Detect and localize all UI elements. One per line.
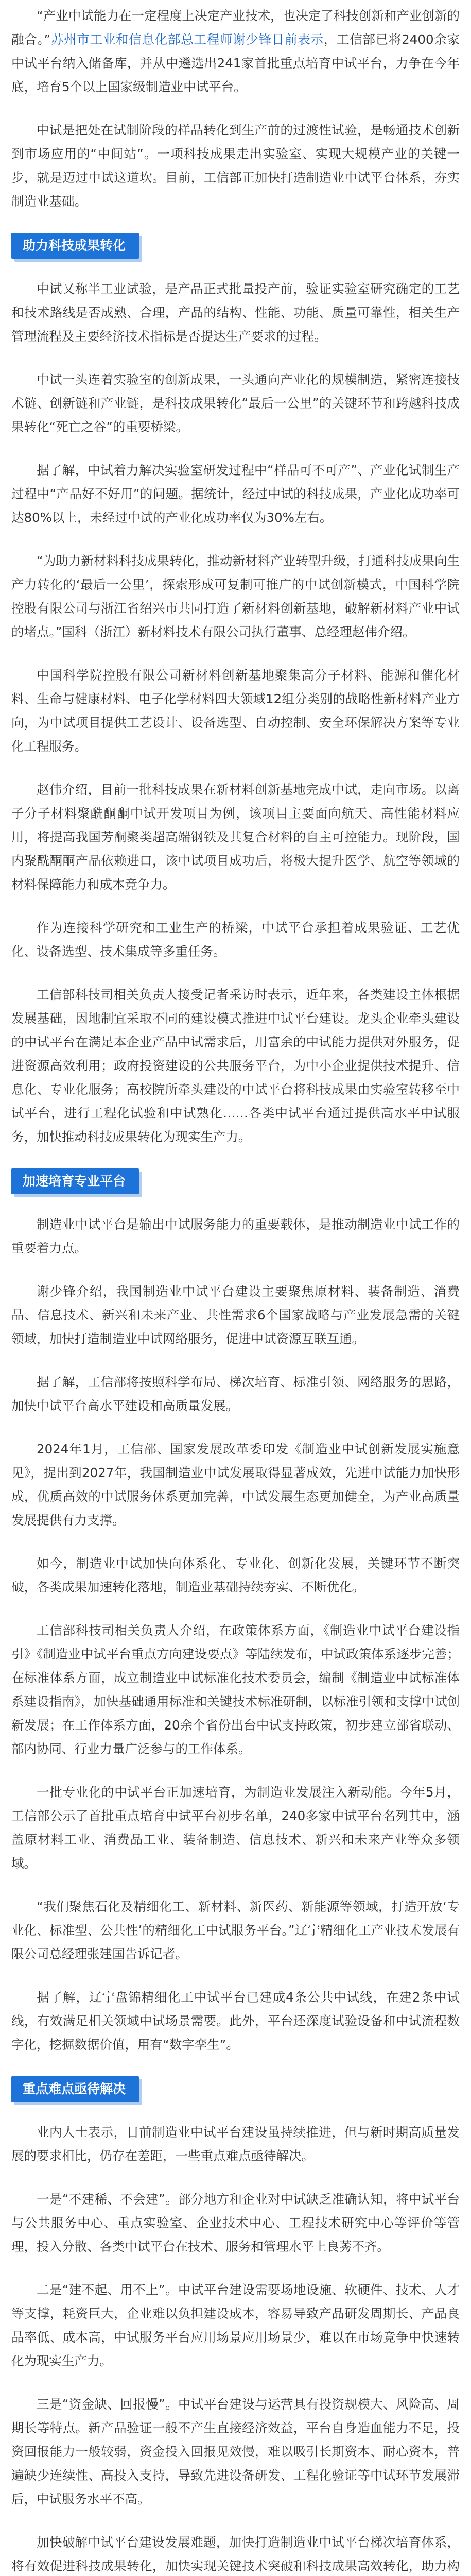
body-paragraph: “为助力新材料科技成果转化，推动新材料产业转型升级，打通科技成果向生产力转化的‘最后一公里’，探索形成可复制可推广的中试创新模式，中国科学院控股有限公司与浙江省绍兴市共同打造了新材料创新基地，破解新材料产业中试的堵点。”国科（浙江）新材料技术有限公司执行董事、总经理赵伟介绍。 (11, 553, 460, 639)
section-heading (11, 1168, 460, 1194)
body-paragraph: 工信部科技司相关负责人接受记者采访时表示，近年来，各类建设主体根据发展基础，因地制宜采取不同的建设模式推进中试平台建设。龙头企业牵头建设的中试平台在满足本企业产品中试需求后，用富余的中试能力提供对外服务，促进资源高效利用；政府投资建设的公共服务平台，为中小企业提供技术提升、信息化、专业化服务；高校院所牵头建设的中试平台将科技成果由实验室转移至中试平台，进行工程化试验和中试熟化……各类中试平台通过提供高水平中试服务，加快推动科技成果转化为现实生产力。 (11, 987, 460, 1144)
body-paragraph: 据了解，中试着力解决实验室研发过程中“样品可不可产”、产业化试制生产过程中“产品好不好用”的问题。据统计，经过中试的科技成果，产业化成功率可达80%以上，未经过中试的产业化成功率仅为30%左右。 (11, 463, 460, 525)
body-paragraph: 赵伟介绍，目前一批科技成果在新材料创新基地完成中试，走向市场。以离子分子材料聚酰酮酮中试开发项目为例，该项目主要面向航天、高性能材料应用，将提高我国芳酮聚类超高端钢铁及其复合材料的自主可控能力。现阶段，国内聚酰酮酮产品依赖进口，该中试项目成功后，将极大提升医学、航空等领域的材料保障能力和成本竞争力。 (11, 782, 460, 892)
body-paragraph: 一批专业化的中试平台正加速培育，为制造业发展注入新动能。今年5月，工信部公示了首批重点培育中试平台初步名单，240多家中试平台名列其中，涵盖原材料工业、消费品工业、装备制造、信息技术、新兴和未来产业等众多领域。 (11, 1785, 460, 1871)
paragraph-text: 中试是把处在试制阶段的样品转化到生产前的过渡性试验，是畅通技术创新到市场应用的“中间站”。一项科技成果走出实验室、实现大规模产业的关键一步，就是迈过中试这道坎。目前，工信部正加快打造制造业中试平台体系，夯实制造业基础。 (11, 123, 460, 209)
body-paragraph: 三是“资金缺、回报慢”。中试平台建设与运营具有投资规模大、风险高、周期长等特点。新产品验证一般不产生直接经济效益，平台自身造血能力不足，投资回报能力一般较弱，资金投入回报见效慢，难以吸引长期资本、耐心资本，普遍缺少连续性、高投入支持，导致先进设备研发、工程化验证等中试环节发展滞后，中试服务水平不高。 (11, 2397, 460, 2506)
body-paragraph: 制造业中试平台是输出中试服务能力的重要载体，是推动制造业中试工作的重要着力点。 (11, 1217, 460, 1256)
section-heading (11, 233, 460, 259)
body-paragraph: 据了解，辽宁盘锦精细化工中试平台已建成4条公共中试线，在建2条中试线，有效满足相关领域中试场景需要。此外，平台还深度试验设备和中试流程数字化，挖掘数据价值，用有“数字孪生”。 (11, 1990, 460, 2052)
highlighted-text: 苏州市工业和信息化部总工程师谢少锋日前表示 (50, 32, 324, 47)
body-paragraph: 中国科学院控股有限公司新材料创新基地聚集高分子材料、能源和催化材料、生命与健康材料、电子化学材料四大领域12组分类别的战略性新材料产业方向，为中试项目提供工艺设计、设备选型、自动控制、安全环保解决方案等专业化工程服务。 (11, 668, 460, 754)
body-paragraph: “我们聚焦石化及精细化工、新材料、新医药、新能源等领域，打造开放‘专业化、标准型、公共性’的精细化工中试服务平台。”辽宁精细化工产业技术发展有限公司总经理张建国告诉记者。 (11, 1899, 460, 1961)
intro-paragraph (11, 118, 460, 213)
body-paragraph: 作为连接科学研究和工业生产的桥梁，中试平台承担着成果验证、工艺优化、设备选型、技术集成等多重任务。 (11, 920, 460, 959)
body-paragraph: 工信部科技司相关负责人介绍，在政策体系方面，《制造业中试平台建设指引》《制造业中试平台重点方向建设要点》等陆续发布，中试政策体系逐步完善；在标准体系方面，成立制造业中试标准化技术委员会，编制《制造业中试标准体系建设指南》，加快基础通用标准和关键技术标准研制，以标准引领和支撑中试创新发展；在工作体系方面，20余个省份出台中试支持政策，初步建立部省联动、部内协同、行业力量广泛参与的工作体系。 (11, 1623, 460, 1756)
body-paragraph: 二是“建不起、用不上”。中试平台建设需要场地设施、软硬件、技术、人才等支撑，耗资巨大，企业难以负担建设成本，容易导致产品研发周期长、产品良品率低、成本高，中试服务平台应用场景应用场景少，难以在市场竞争中快速转化为现实生产力。 (11, 2282, 460, 2368)
paragraph-text: “产业中试能力在一定程度上决定产业技术，也决定了科技创新和产业创新的融合。” (11, 8, 460, 47)
intro-paragraph (11, 4, 460, 99)
body-paragraph: 2024年1月，工信部、国家发展改革委印发《制造业中试创新发展实施意见》，提出到2027年，我国制造业中试发展取得显著成效，先进中试能力加快形成，优质高效的中试服务体系更加完善，中试发展生态更加健全，为产业高质量发展提供有力支撑。 (11, 1442, 460, 1528)
section-heading (11, 2076, 460, 2102)
section-label: 加速培育专业平台 (11, 1168, 139, 1194)
body-paragraph: 加快破解中试平台建设发展难题，加快打造制造业中试平台梯次培育体系，将有效促进科技成果转化，加快实现关键技术突破和科技成果高效转化，助力构 (11, 2535, 460, 2573)
section-label: 重点难点亟待解决 (11, 2076, 139, 2102)
paragraph-text: ，工信部已将2400余家中试平台纳入储备库，并从中遴选出241家首批重点培育中试平台，力争在今年底，培育5个以上国家级制造业中试平台。 (11, 32, 460, 94)
body-paragraph: 中试又称半工业试验，是产品正式批量投产前，验证实验室研究确定的工艺和技术路线是否成熟、合理，产品的结构、性能、功能、质量可靠性，相关生产管理流程及主要经济技术指标是否提达生产要求的过程。 (11, 281, 460, 344)
section-label: 助力科技成果转化 (11, 233, 139, 259)
body-paragraph: 如今，制造业中试加快向体系化、专业化、创新化发展，关键环节不断突破，各类成果加速转化落地，制造业基础持续夯实、不断优化。 (11, 1556, 460, 1595)
body-paragraph: 中试一头连着实验室的创新成果，一头通向产业化的规模制造，紧密连接技术链、创新链和产业链，是科技成果转化“最后一公里”的关键环节和跨越科技成果转化“死亡之谷”的重要桥梁。 (11, 372, 460, 434)
body-paragraph: 据了解，工信部将按照科学布局、梯次培育、标准引领、网络服务的思路，加快中试平台高水平建设和高质量发展。 (11, 1375, 460, 1413)
body-paragraph: 一是“不建稀、不会建”。部分地方和企业对中试缺乏准确认知，将中试平台与公共服务中心、重点实验室、企业技术中心、工程技术研究中心等评价等管理，投入分散、各类中试平台在技术、服务和管理水平上良莠不齐。 (11, 2192, 460, 2254)
body-paragraph: 业内人士表示，目前制造业中试平台建设虽持续推进，但与新时期高质量发展的要求相比，仍存在差距，一些重点难点亟待解决。 (11, 2125, 460, 2163)
body-paragraph: 谢少锋介绍，我国制造业中试平台建设主要聚焦原材料、装备制造、消费品、信息技术、新兴和未来产业、共性需求6个国家战略与产业发展急需的关键领域，加快打造制造业中试网络服务，促进中试资源互联互通。 (11, 1284, 460, 1346)
